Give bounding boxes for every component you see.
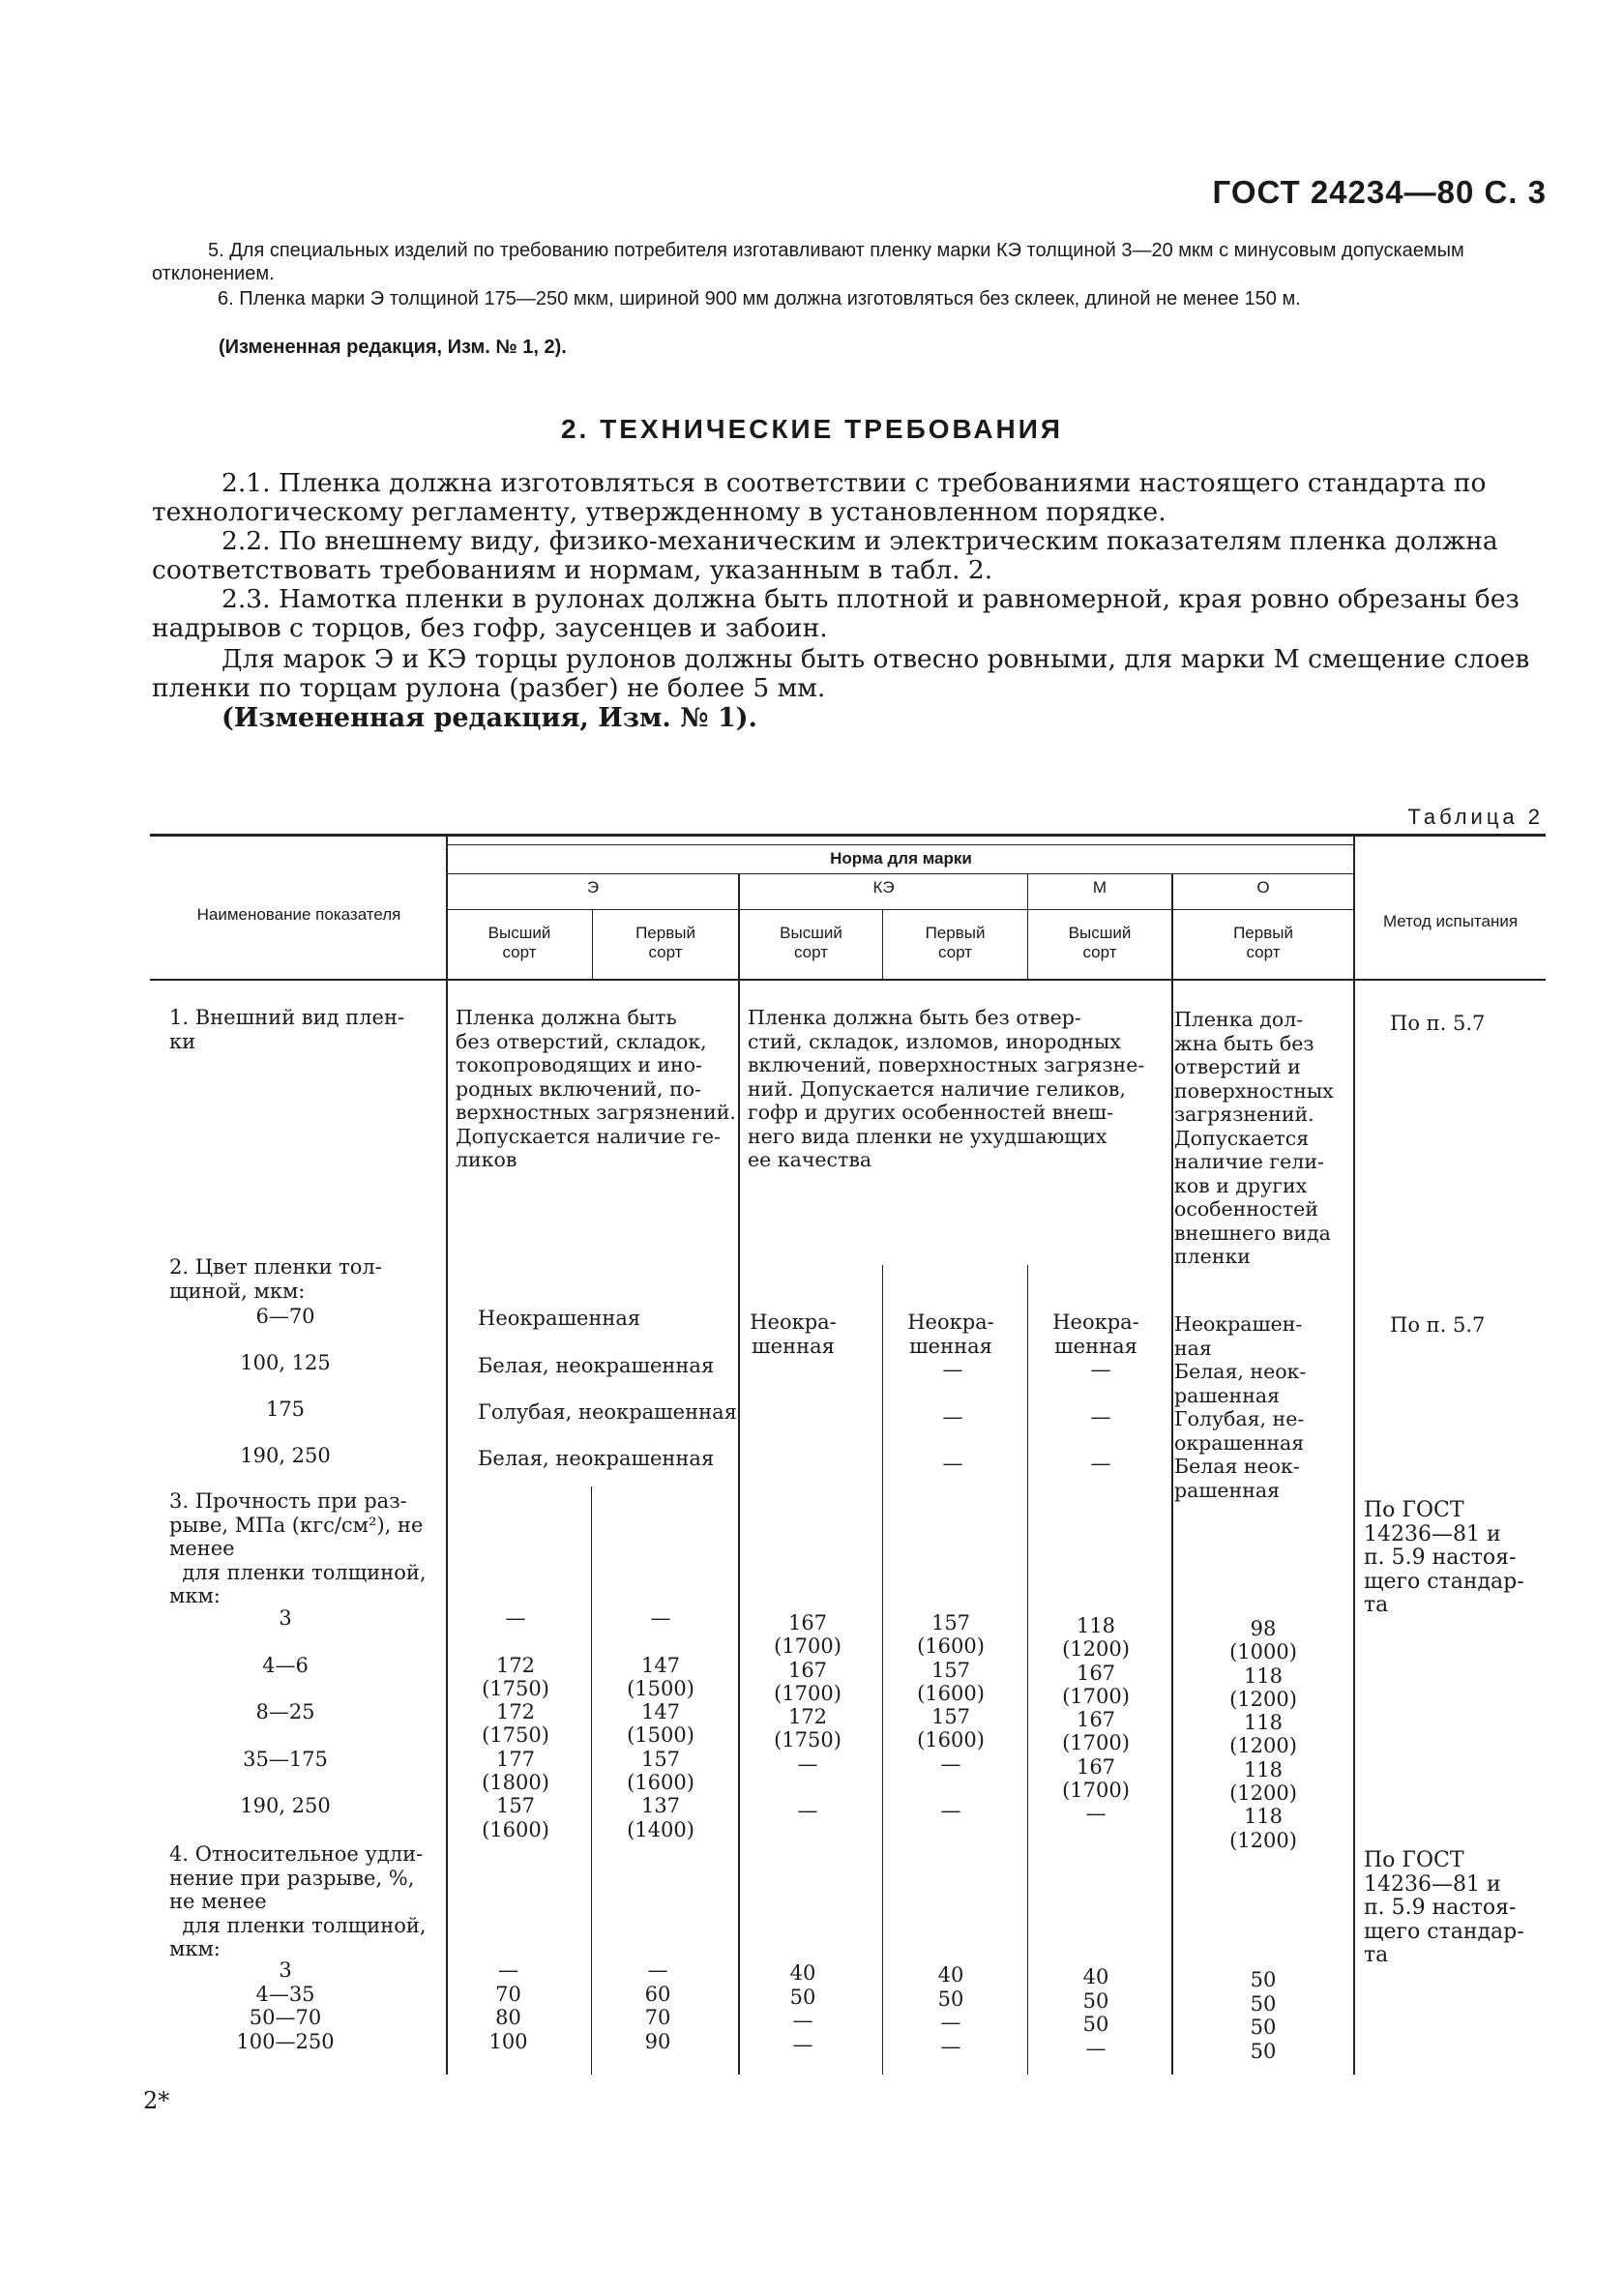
grade-m-high: Высший сорт (1068, 924, 1132, 961)
row3-o: 98 (1000) 118 (1200) 118 (1200) 118 (1200) 118 (1200) (1229, 1617, 1297, 1852)
row1-e: Пленка должна быть без отверстий, складок, токопроводящих и ино- родных включений, по- верхностных загрязнений. Допускается наличие ге- ликов (456, 1006, 736, 1171)
row3-m: 118 (1200) 167 (1700) 167 (1700) 167 (1700) — (1062, 1614, 1130, 1826)
row4-ke-high: 40 50 — — (789, 1961, 816, 2056)
row4-o: 50 50 50 50 (1250, 1968, 1277, 2063)
row2-m-dash-1: — (1090, 1358, 1111, 1381)
grade-e-first: Первый сорт (635, 924, 695, 961)
row2-m-dash-2: — (1090, 1405, 1111, 1428)
grade-e-high: Высший сорт (487, 924, 551, 961)
row3-name: 3. Прочность при раз- рыве, МПа (кгс/см²), не менее для пленки толщиной, мкм: (169, 1489, 427, 1607)
paragraph-6: 6. Пленка марки Э толщиной 175—250 мкм, шириной 900 мм должна изготовляться без склеек, длиной не менее 150 м. (218, 288, 1301, 309)
paragraph-2-3-cont: Для марок Э и КЭ торцы рулонов должны быть отвесно ровными, для марки М смещение слоев пленки по торцам рулона (разбег) не более 5 мм. (152, 644, 1530, 703)
edit-note-2: (Измененная редакция, Изм. № 1). (221, 703, 757, 733)
row2-method: По п. 5.7 (1390, 1313, 1486, 1337)
paragraph-2-2: 2.2. По внешнему виду, физико-механическим и электрическим показателям пленка должна соответствовать требованиям и нормам, указанным в табл. 2. (152, 526, 1498, 585)
brand-ke: КЭ (872, 878, 895, 897)
row1-o: Пленка дол- жна быть без отверстий и поверхностных загрязнений. Допускается наличие гели- ков и других особенностей внешнего вида пленки (1174, 1008, 1334, 1268)
col-header-method: Метод испытания (1382, 912, 1519, 930)
page-footer-mark: 2* (143, 2087, 170, 2114)
row1-method: По п. 5.7 (1390, 1012, 1486, 1035)
row4-m: 40 50 50 — (1082, 1965, 1109, 2060)
row1-name: 1. Внешний вид плен- ки (169, 1006, 405, 1053)
paragraph-2-1: 2.1. Пленка должна изготовляться в соответствии с требованиями настоящего стандарта по технологическому регламенту, утвержденному в установленном порядке. (152, 468, 1487, 527)
brand-m: М (1092, 878, 1107, 897)
col-header-name: Наименование показателя (196, 905, 401, 924)
row2-o: Неокрашен- ная Белая, неок- рашенная Голубая, не- окрашенная Белая неок- рашенная (1174, 1312, 1307, 1502)
brand-o: О (1256, 878, 1270, 897)
grade-ke-first: Первый сорт (925, 924, 986, 961)
grade-o-first: Первый сорт (1233, 924, 1293, 961)
row3-e-high: — 172 (1750) 172 (1750) 177 (1800) 157 (1600) (482, 1606, 549, 1841)
page-header: ГОСТ 24234—80 С. 3 (1212, 174, 1547, 210)
row2-e-2: Белая, неокрашенная (478, 1354, 715, 1377)
row4-sizes: 3 4—35 50—70 100—250 (236, 1958, 335, 2053)
grade-ke-high: Высший сорт (780, 924, 842, 961)
row3-size-5: 190, 250 (240, 1794, 331, 1817)
row2-m: Неокра- шенная (1052, 1310, 1139, 1358)
row3-method: По ГОСТ 14236—81 и п. 5.9 настоя- щего стандар- та (1364, 1498, 1524, 1617)
row4-name: 4. Относительное удли- нение при разрыве, %, не менее для пленки толщиной, мкм: (169, 1842, 427, 1960)
row1-ke: Пленка должна быть без отвер- стий, складок, изломов, инородных включений, поверхностных загрязне- ний. Допускается наличие геликов, гофр и других особенностей внеш- него вида пленки не ухудшающих ее качества (748, 1006, 1145, 1171)
row3-size-4: 35—175 (243, 1748, 328, 1771)
row2-size-4: 190, 250 (240, 1444, 331, 1467)
row3-ke-high: 167 (1700) 167 (1700) 172 (1750) — — (774, 1611, 842, 1823)
row3-size-3: 8—25 (255, 1700, 315, 1723)
row3-size-1: 3 (279, 1606, 292, 1630)
row2-ke-first-dash-1: — (942, 1358, 963, 1381)
edit-note-1: (Измененная редакция, Изм. № 1, 2). (219, 337, 567, 358)
section-title: 2. ТЕХНИЧЕСКИЕ ТРЕБОВАНИЯ (560, 414, 1064, 444)
row2-e-3: Голубая, неокрашенная (478, 1400, 737, 1424)
row2-size-1: 6—70 (255, 1305, 315, 1328)
row3-ke-first: 157 (1600) 157 (1600) 157 (1600) — — (917, 1611, 985, 1823)
row3-e-first: — 147 (1500) 147 (1500) 157 (1600) 137 (1400) (627, 1606, 694, 1841)
brand-e: Э (586, 878, 600, 897)
row2-e-1: Неокрашенная (478, 1307, 641, 1330)
col-header-norm: Норма для марки (830, 849, 972, 868)
row4-method: По ГОСТ 14236—81 и п. 5.9 настоя- щего стандар- та (1364, 1848, 1524, 1967)
row4-ke-first: 40 50 — — (937, 1963, 964, 2058)
row2-size-2: 100, 125 (240, 1351, 331, 1374)
row2-ke-first-dash-3: — (942, 1452, 963, 1475)
paragraph-5: 5. Для специальных изделий по требованию потребителя изготавливают пленку марки КЭ толщиной 3—20 мкм с минусовым допускаемым отклонением. (152, 240, 1464, 284)
row2-m-dash-3: — (1090, 1452, 1111, 1475)
row4-e-high: — 70 80 100 (488, 1958, 528, 2053)
row2-ke-first: Неокра- шенная (907, 1310, 994, 1358)
row2-size-3: 175 (265, 1398, 306, 1421)
row2-ke-first-dash-2: — (942, 1405, 963, 1428)
row3-size-2: 4—6 (262, 1654, 309, 1677)
paragraph-2-3: 2.3. Намотка пленки в рулонах должна быть плотной и равномерной, края ровно обрезаны без надрывов с торцов, без гофр, заусенцев и забоин. (152, 584, 1520, 643)
table-caption: Таблица 2 (1407, 805, 1544, 829)
row4-e-first: — 60 70 90 (644, 1958, 671, 2053)
row2-e-4: Белая, неокрашенная (478, 1447, 715, 1470)
row2-name: 2. Цвет пленки тол- щиной, мкм: (169, 1255, 382, 1303)
row2-ke-high: Неокра- шенная (750, 1310, 837, 1358)
